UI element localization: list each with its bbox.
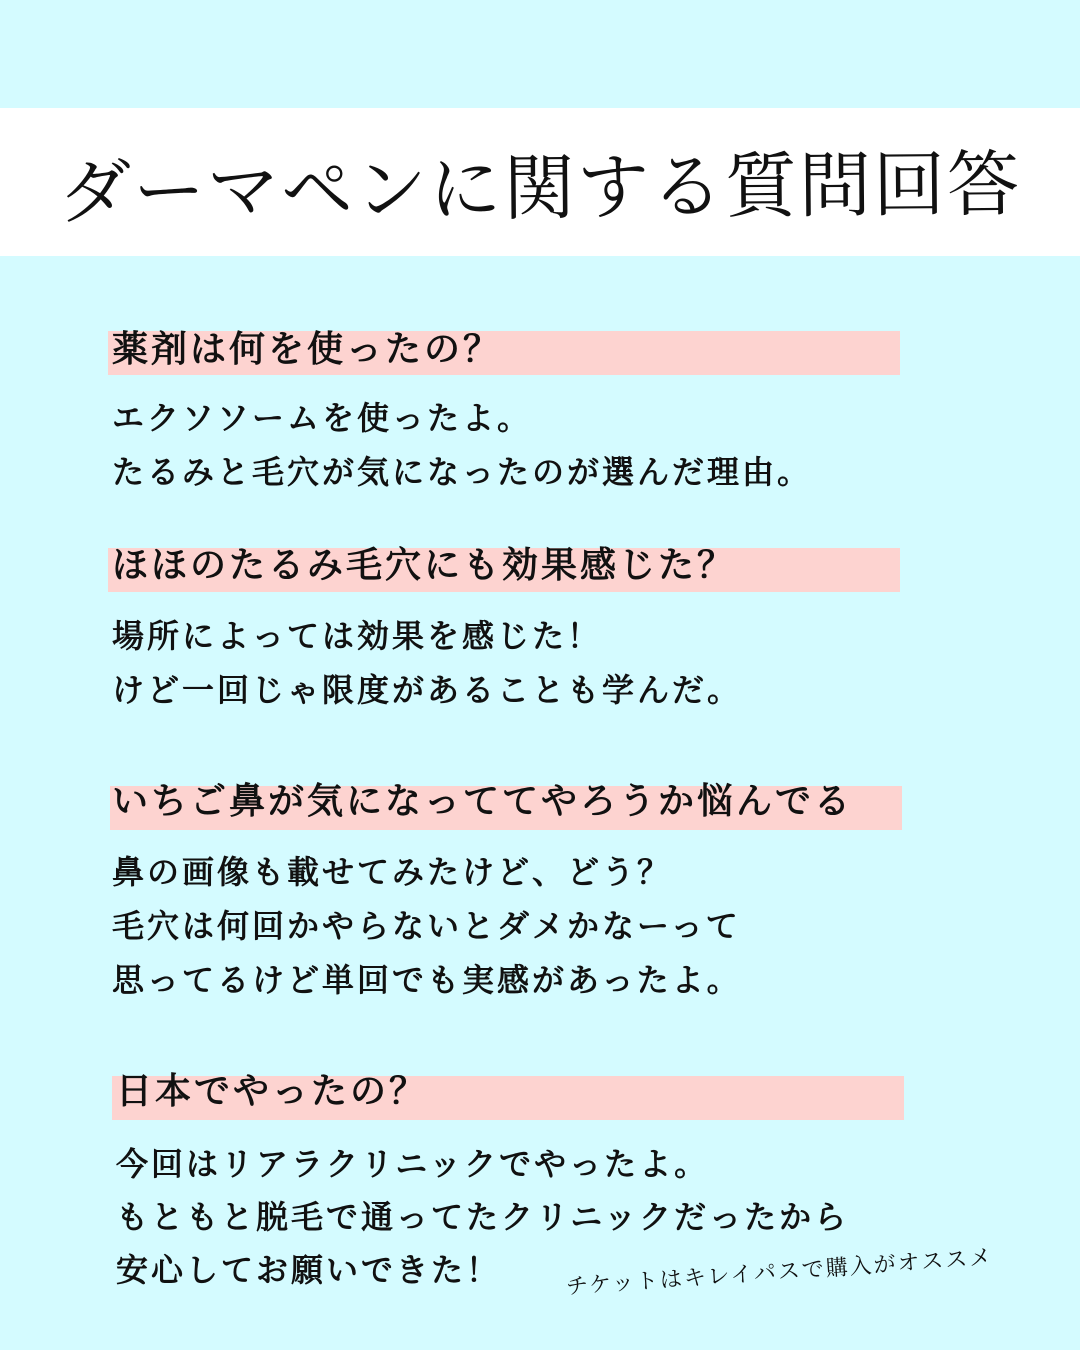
question-4: 日本でやったの？ xyxy=(116,1071,429,1112)
answer-1-line-2: たるみと毛穴が気になったのが選んだ理由。 xyxy=(112,453,813,491)
ticket-note: チケットはキレイパスで購入がオススメ xyxy=(565,1245,995,1300)
answer-3-line-2: 毛穴は何回かやらないとダメかなーって xyxy=(112,907,741,945)
answer-3-line-3: 思ってるけど単回でも実感があったよ。 xyxy=(112,961,742,999)
answer-2-line-2: けど一回じゃ限度があることも学んだ。 xyxy=(112,671,743,709)
question-1: 薬剤は何を使ったの？ xyxy=(112,329,503,370)
answer-3-line-1: 鼻の画像も載せてみたけど、どう？ xyxy=(112,853,673,891)
question-2: ほほのたるみ毛穴にも効果感じた？ xyxy=(112,545,737,586)
answer-4-line-2: もともと脱毛で通ってたクリニックだったから xyxy=(116,1198,850,1236)
title-band xyxy=(0,108,1080,256)
answer-1-line-1: エクソソームを使ったよ。 xyxy=(112,399,533,437)
page-title: ダーマペンに関する質問回答 xyxy=(58,141,1022,235)
question-3: いちご鼻が気になっててやろうか悩んでる xyxy=(112,781,854,822)
answer-4-line-3: 安心してお願いできた！ xyxy=(116,1251,502,1289)
answer-2-line-1: 場所によっては効果を感じた！ xyxy=(112,617,603,655)
answer-4-line-1: 今回はリアラクリニックでやったよ。 xyxy=(116,1145,710,1183)
